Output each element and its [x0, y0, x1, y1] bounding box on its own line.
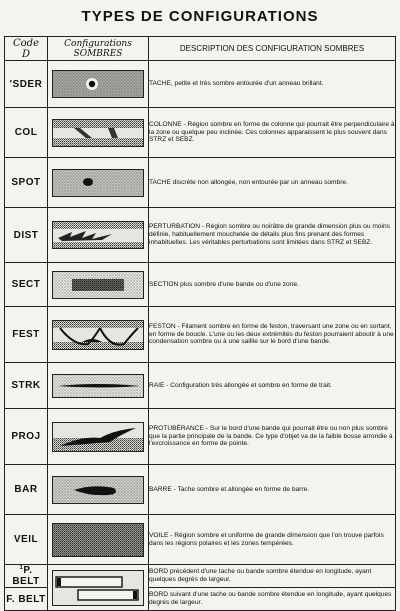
footnote-marker: 1: [19, 565, 24, 571]
configurations-table: [4, 36, 396, 611]
row-code: FEST: [5, 307, 48, 363]
row-code: SPOT: [5, 158, 48, 208]
row-illustration: [48, 263, 149, 307]
row-description: PROTUBÉRANCE - Sur le bord d'une bande qui pourrait être ou non plus sombre que la partie principale de la bande. Ce type d'objet va de la faible bosse arrondie à l'excroissance en forme de pointe.: [149, 409, 396, 465]
row-description: VOILE - Région sombre et uniforme de grande dimension que l'on trouve parfois dans les régions polaires et les zones tempérées.: [149, 515, 396, 565]
header-configurations: [48, 37, 149, 61]
table-row: [5, 158, 396, 208]
col-illustration: [52, 119, 144, 147]
row-description: SECTION plus sombre d'une bande ou d'une zone.: [149, 263, 396, 307]
header-conf-line2: SOMBRES: [73, 48, 123, 59]
belt-illustration: [48, 565, 149, 611]
bar-illustration: [52, 476, 144, 504]
row-code: SECT: [5, 263, 48, 307]
row-description: PERTURBATION - Région sombre ou noirâtre de grande dimension plus ou moins définie, habituellement mouchetée de détails plus fins prenant des formes inhabituelles. Les véritables perturbations sont limitées dans STRZ et SEBZ.: [149, 208, 396, 263]
row-description: TACHE, petite et très sombre entourée d'un anneau brillant.: [149, 61, 396, 108]
veil-illustration: [52, 523, 144, 557]
row-description: TACHE discrète non allongée, non entourée par un anneau sombre.: [149, 158, 396, 208]
row-code: [5, 588, 48, 611]
f-belt-code: F. BELT: [6, 593, 46, 605]
belt-illustration-svg: [52, 570, 144, 606]
row-description: COLONNE - Région sombre en forme de colonne qui pourrait être perpendiculaire à la zone ou quelque peu inclinée. Ces colonnes apparaissent le plus souvent dans STRZ et SEBZ.: [149, 108, 396, 158]
row-description: BORD suivant d'une tache ou bande sombre étendue en longitude, ayant quelques degrés de largeur.: [149, 588, 396, 611]
sect-illustration: [52, 271, 144, 299]
sder-illustration: [52, 70, 144, 98]
header-description: DESCRIPTION DES CONFIGURATION SOMBRES: [149, 37, 396, 61]
row-code: DIST: [5, 208, 48, 263]
row-description: RAIE - Configuration très allongée et sombre en forme de trait.: [149, 363, 396, 409]
row-illustration: [48, 363, 149, 409]
row-code: BAR: [5, 465, 48, 515]
row-code: PROJ: [5, 409, 48, 465]
spot-illustration: [52, 169, 144, 197]
row-code: 'SDER: [5, 61, 48, 108]
row-code: STRK: [5, 363, 48, 409]
table-row: [5, 108, 396, 158]
table-row: [5, 61, 396, 108]
p-belt-code: P. BELT: [12, 565, 40, 587]
header-code-line2: D: [21, 48, 31, 60]
row-code: COL: [5, 108, 48, 158]
header-row: [5, 37, 396, 61]
table-row: [5, 263, 396, 307]
table-row: [5, 208, 396, 263]
row-illustration: [48, 307, 149, 363]
row-code: [5, 565, 48, 588]
proj-illustration: [52, 422, 144, 452]
row-illustration: [48, 158, 149, 208]
table-row: [5, 409, 396, 465]
header-code: [5, 37, 48, 61]
row-illustration: [48, 208, 149, 263]
header-code-line1: Code: [13, 37, 39, 49]
row-illustration: [48, 515, 149, 565]
fest-illustration: [52, 320, 144, 350]
table-row: [5, 363, 396, 409]
header-conf-line1: Configurations: [64, 38, 132, 49]
table-row: [5, 515, 396, 565]
row-description: BORD précédent d'une tache ou bande sombre étendue en longitude, ayant quelques degrés de largeur.: [149, 565, 396, 588]
row-illustration: [48, 409, 149, 465]
strk-illustration: [52, 374, 144, 398]
row-description: FESTON - Filament sombre en forme de feston, traversant une zone ou en sortant, en forme de boucle. L'une ou les deux extrémités du feston pourraient aboutir à une condensation sombre ou à une saillie sur le bord d'une bande.: [149, 307, 396, 363]
table-row: [5, 307, 396, 363]
row-code: VEIL: [5, 515, 48, 565]
row-illustration: [48, 61, 149, 108]
table-row: [5, 465, 396, 515]
page-title: TYPES DE CONFIGURATIONS: [81, 8, 319, 25]
row-illustration: [48, 465, 149, 515]
row-description: BARRE - Tache sombre et allongée en forme de barre.: [149, 465, 396, 515]
table-row-p-belt: [5, 565, 396, 588]
row-illustration: [48, 108, 149, 158]
dist-illustration: [52, 221, 144, 249]
